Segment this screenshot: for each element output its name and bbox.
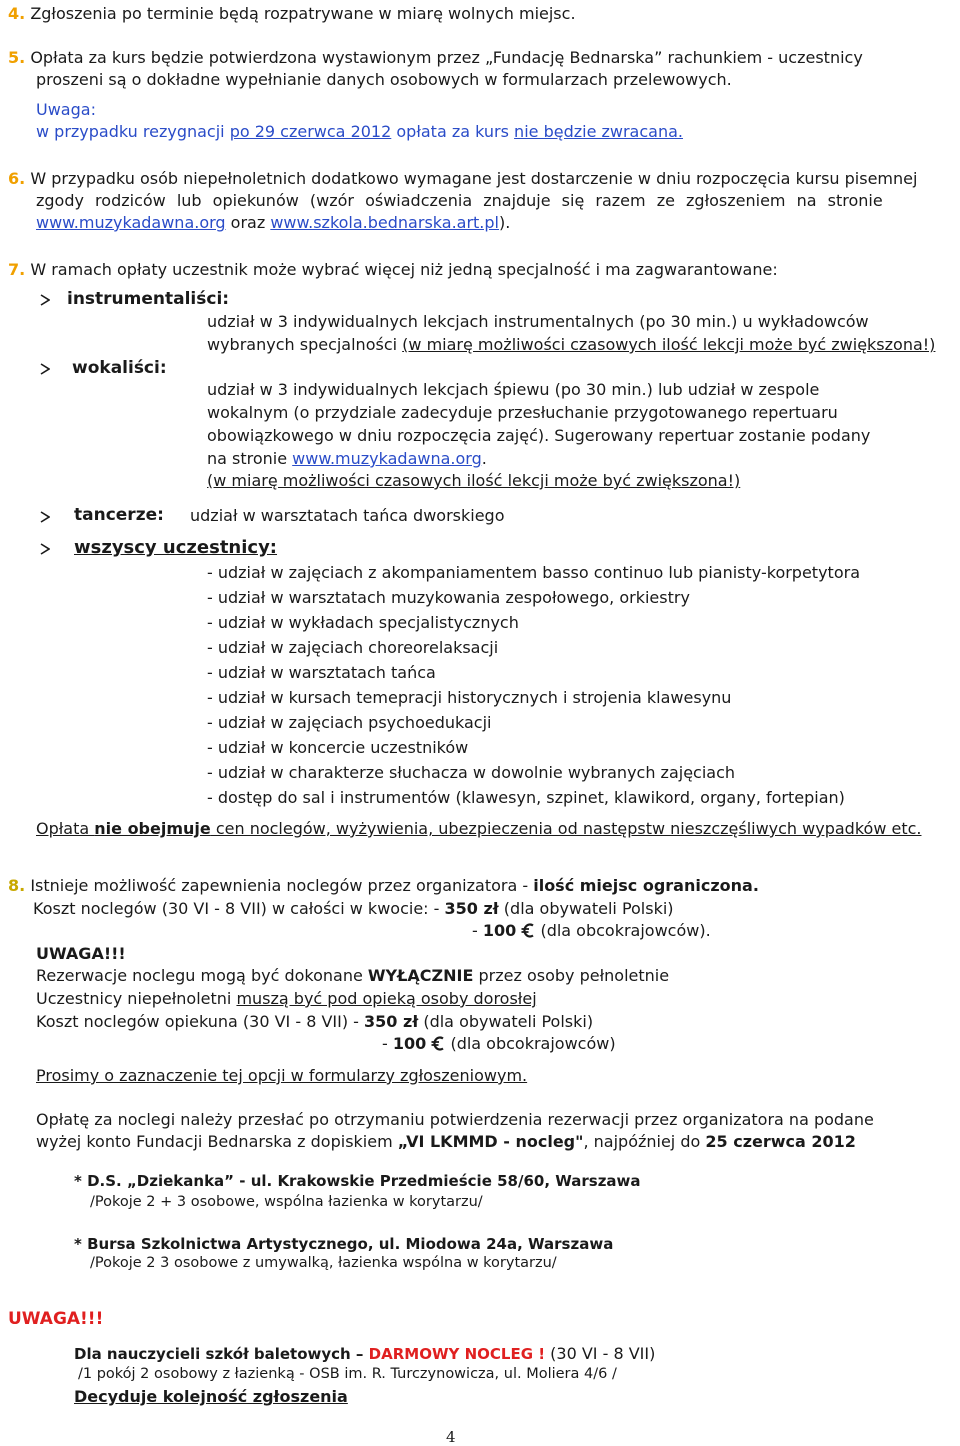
reservation-note: Rezerwacje noclegu mogą być dokonane WYŁĄCZNIE przez osoby pełnoletnie (36, 966, 670, 985)
vocalists-line-1: udział w 3 indywidualnych lekcjach śpiewu (po 30 min.) lub udział w zespole (207, 380, 820, 399)
section-number: 7. (8, 260, 26, 279)
section-number: 6. (8, 169, 26, 188)
list-item: - udział w charakterze słuchacza w dowolnie wybranych zajęciach (207, 763, 736, 782)
section-number: 5. (8, 48, 26, 67)
fee-exclusion-note: Opłata nie obejmuje cen noclegów, wyżywienia, ubezpieczenia od następstw nieszczęśliwych wypadków etc. (36, 819, 922, 838)
arrowhead-bullet-icon (40, 363, 50, 373)
dancers-label: tancerze: (74, 505, 164, 525)
section-7-intro: 7. W ramach opłaty uczestnik może wybrać więcej niż jedną specjalność i ma zagwarantowane: (8, 260, 778, 279)
vocalists-line-4: na stronie www.muzykadawna.org. (207, 449, 487, 468)
hostel-1: * D.S. „Dziekanka” - ul. Krakowskie Przedmieście 58/60, Warszawa (74, 1172, 641, 1190)
guardian-cost: Koszt noclegów opiekuna (30 VI - 8 VII) - 350 zł (dla obywateli Polski) (36, 1012, 594, 1031)
section-number: 4. (8, 4, 26, 23)
list-item: - dostęp do sal i instrumentów (klawesyn, szpinet, klawikord, organy, fortepian) (207, 788, 845, 807)
list-item: - udział w kursach temepracji historycznych i strojenia klawesynu (207, 688, 732, 707)
section-8-line-1: 8. Istnieje możliwość zapewnienia noclegów przez organizatora - ilość miejsc ograniczona. (8, 876, 759, 895)
section-5-line-1: 5. Opłata za kurs będzie potwierdzona wystawionym przez „Fundację Bednarska” rachunkiem - uczestnicy (8, 48, 863, 67)
euro-sign-icon (521, 923, 535, 942)
section-6-line-2: zgody rodziców lub opiekunów (wzór oświadczenia znajduje się razem ze zgłoszeniem na stronie (36, 191, 883, 210)
guardian-cost-foreign: - 100 (dla obcokrajowców) (382, 1034, 616, 1053)
dancers-text: udział w warsztatach tańca dworskiego (190, 506, 505, 525)
instrumentalists-label: instrumentaliści: (67, 289, 230, 309)
ballet-teachers-detail: /1 pokój 2 osobowy z łazienką - OSB im. R. Turczynowicza, ul. Moliera 4/6 / (78, 1366, 617, 1382)
vocalists-label: wokaliści: (72, 358, 167, 378)
payment-note-line-2: wyżej konto Fundacji Bednarska z dopiskiem „VI LKMMD - nocleg", najpóźniej do 25 czerwca 2012 (36, 1132, 856, 1151)
uwaga-heading: UWAGA!!! (36, 944, 126, 963)
instrumentalists-line-2: wybranych specjalności (w miarę możliwości czasowych ilość lekcji może być zwiększona!) (207, 335, 936, 354)
list-item: - udział w wykładach specjalistycznych (207, 613, 519, 632)
arrowhead-bullet-icon (40, 294, 50, 304)
arrowhead-bullet-icon (40, 511, 50, 521)
bednarska-link[interactable]: www.szkola.bednarska.art.pl (270, 213, 499, 232)
section-4-text: Zgłoszenia po terminie będą rozpatrywane w miarę wolnych miejsc. (30, 4, 576, 23)
muzykadawna-link[interactable]: www.muzykadawna.org (36, 213, 226, 232)
vocalists-line-2: wokalnym (o przydziale zadecyduje przesłuchanie przygotowanego repertuaru (207, 403, 838, 422)
arrowhead-bullet-icon (40, 543, 50, 553)
ballet-teachers-note: Dla nauczycieli szkół baletowych – DARMOWY NOCLEG ! (30 VI - 8 VII) (74, 1344, 656, 1363)
payment-note-line-1: Opłatę za noclegi należy przesłać po otrzymaniu potwierdzenia rezerwacji przez organizatora na podane (36, 1110, 874, 1129)
hostel-2-detail: /Pokoje 2 3 osobowe z umywalką, łazienka wspólna w korytarzu/ (90, 1255, 557, 1271)
list-item: - udział w zajęciach z akompaniamentem basso continuo lub pianisty-korpetytora (207, 563, 860, 582)
uwaga-label: Uwaga: (36, 100, 96, 119)
list-item: - udział w warsztatach muzykowania zespołowego, orkiestry (207, 588, 690, 607)
vocalists-line-5: (w miarę możliwości czasowych ilość lekcji może być zwiększona!) (207, 471, 741, 490)
all-participants-list (207, 560, 860, 810)
list-item: - udział w zajęciach choreorelaksacji (207, 638, 499, 657)
order-note: Decyduje kolejność zgłoszenia (74, 1387, 348, 1406)
muzykadawna-link[interactable]: www.muzykadawna.org (292, 449, 482, 468)
all-participants-label: wszyscy uczestnicy: (74, 537, 278, 558)
list-item: - udział w warsztatach tańca (207, 663, 436, 682)
section-number: 8. (8, 876, 26, 895)
hostel-1-detail: /Pokoje 2 + 3 osobowe, wspólna łazienka w korytarzu/ (90, 1194, 483, 1210)
list-item: - udział w koncercie uczestników (207, 738, 469, 757)
euro-sign-icon (431, 1036, 445, 1055)
accommodation-cost: Koszt noclegów (30 VI - 8 VII) w całości w kwocie: - 350 zł (dla obywateli Polski) (33, 899, 674, 918)
section-6-line-3: www.muzykadawna.org oraz www.szkola.bednarska.art.pl). (36, 213, 511, 232)
resignation-note: w przypadku rezygnacji po 29 czerwca 2012 opłata za kurs nie będzie zwracana. (36, 122, 683, 141)
section-4 (8, 4, 576, 23)
minors-note: Uczestnicy niepełnoletni muszą być pod opieką osoby dorosłej (36, 989, 537, 1008)
section-6-line-1: 6. W przypadku osób niepełnoletnich dodatkowo wymagane jest dostarczenie w dniu rozpoczęcia kursu pisemnej (8, 169, 918, 188)
vocalists-line-3: obowiązkowego w dniu rozpoczęcia zajęć). Sugerowany repertuar zostanie podany (207, 426, 871, 445)
form-option-note: Prosimy o zaznaczenie tej opcji w formularzy zgłoszeniowym. (36, 1066, 528, 1085)
final-uwaga: UWAGA!!! (8, 1309, 104, 1329)
hostel-2: * Bursa Szkolnictwa Artystycznego, ul. Miodowa 24a, Warszawa (74, 1235, 614, 1253)
list-item: - udział w zajęciach psychoedukacji (207, 713, 492, 732)
page-number: 4 (446, 1428, 456, 1446)
section-5-line-2: proszeni są o dokładne wypełnianie danych osobowych w formularzach przelewowych. (36, 70, 732, 89)
accommodation-cost-foreign: - 100 (dla obcokrajowców). (472, 921, 711, 940)
instrumentalists-line-1: udział w 3 indywidualnych lekcjach instrumentalnych (po 30 min.) u wykładowców (207, 312, 869, 331)
